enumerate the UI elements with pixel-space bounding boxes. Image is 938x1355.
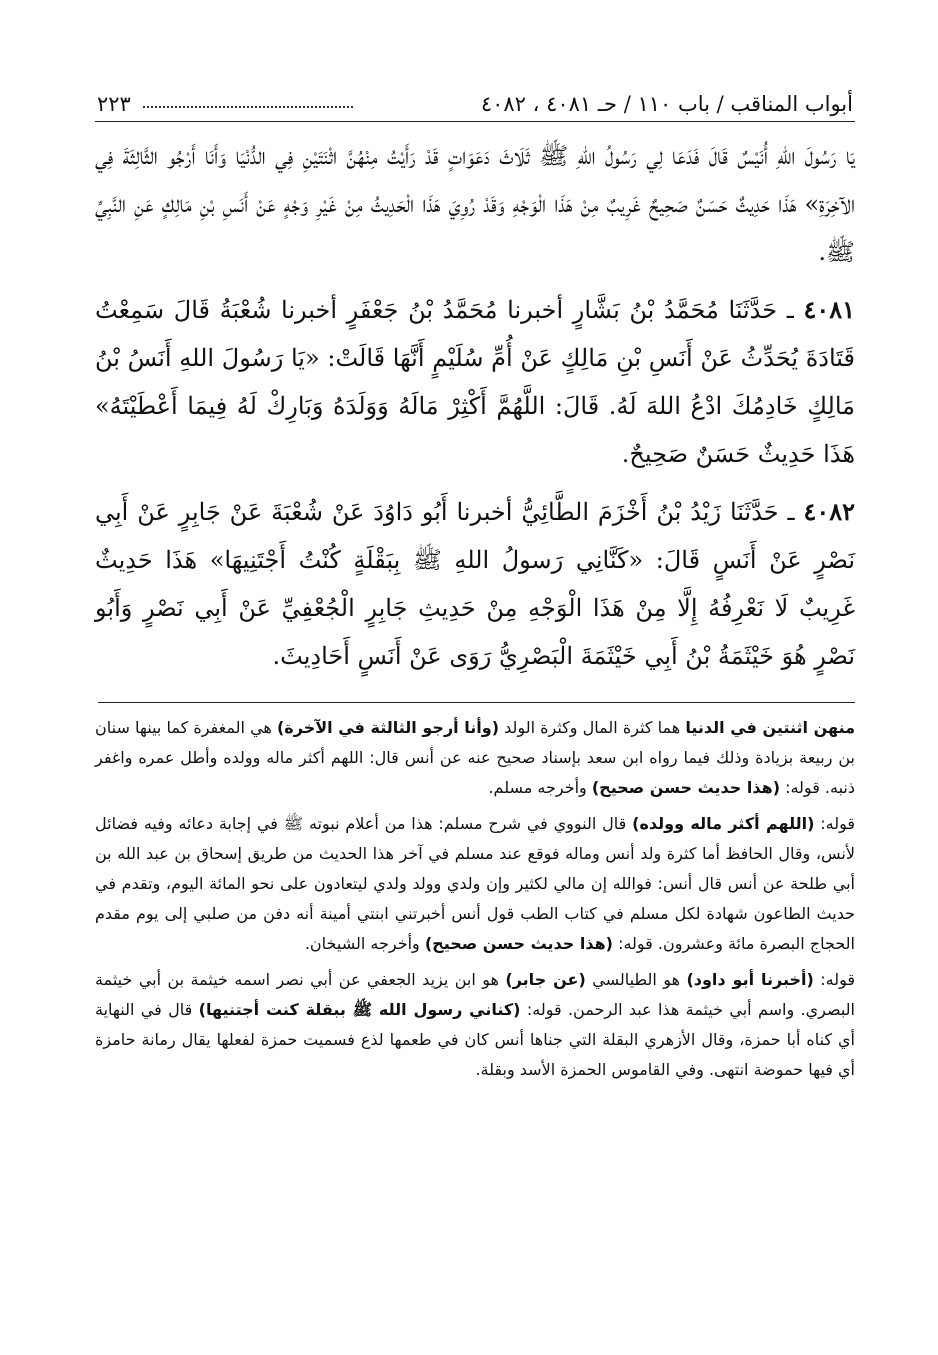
note-text: هو ابن يزيد الجعفي عن أبي نصر اسمه خيثمة بن أبي خيثمة البصري. واسم أبي خيثمة هذا عبد الرحمن. قوله: xyxy=(95,970,855,1019)
note-lemma: منهن اثنتين في الدنيا xyxy=(685,718,856,737)
footnote-divider xyxy=(98,702,855,703)
note-text: قوله: xyxy=(813,970,856,989)
note-text: قال النووي في شرح مسلم: هذا من أعلام نبوته ﷺ في إجابة دعائه وفيه فضائل لأنس، وقال الحافظ أما كثرة ولد أنس وماله فوقع عند مسلم في آخر هذا الحديث من طريق إسحاق بن عبد الله بن أبي طلحة عن أنس قال أنس: فوالله إن مالي لكثير وإن ولدي وولد ولدي ليتعادون على نحو المائة اليوم، وتقدم في حديث الطاعون شهادة لكل مسلم في كتاب الطب قول أنس أخبرتني ابنتي أمينة أنه دفن من صلبي إلى يوم مقدم الحجاج البصرة مائة وعشرون. قوله: xyxy=(95,814,855,953)
main-text xyxy=(95,122,855,680)
note-lemma: (هذا حديث حسن صحيح) xyxy=(424,934,613,953)
hadith-text: ـ حَدَّثَنَا زَيْدُ بْنُ أَخْزَمَ الطَّائِيُّ أخبرنا أَبُو دَاوُدَ عَنْ شُعْبَةَ عَنْ جَابِرٍ عَنْ أَبِي نَصْرٍ عَنْ أَنَسٍ قَالَ: «كَنَّانِي رَسولُ اللهِ ﷺ بِبَقْلَةٍ كُنْتُ أَجْتَنِيهَا» هَذَا حَدِيثٌ غَرِيبٌ لَا نَعْرِفُهُ إِلَّا مِنْ هَذَا الْوَجْهِ مِنْ حَدِيثِ جَابِرٍ الْجُعْفِيِّ عَنْ أَبِي نَصْرٍ وَأَبُو نَصْرٍ هُوَ خَيْثَمَةُ بْنُ أَبِي خَيْثَمَةَ الْبَصْرِيُّ رَوَى عَنْ أَنَسٍ أَحَادِيثَ. xyxy=(95,498,855,670)
document-page xyxy=(95,88,855,1328)
hadith-text: ـ حَدَّثَنَا مُحَمَّدُ بْنُ بَشَّارٍ أخبرنا مُحَمَّدُ بْنُ جَعْفَرٍ أخبرنا شُعْبَةُ قَالَ سَمِعْتُ قَتَادَةَ يُحَدِّثُ عَنْ أَنَسِ بْنِ مَالِكٍ عَنْ أُمِّ سُلَيْمٍ أَنَّهَا قَالَتْ: «يَا رَسُولَ اللهِ أَنَسُ بْنُ مَالِكٍ خَادِمُكَ ادْعُ اللهَ لَهُ. قَالَ: اللَّهُمَّ أَكْثِرْ مَالَهُ وَوَلَدَهُ وَبَارِكْ لَهُ فِيمَا أَعْطَيْتَهُ» هَذَا حَدِيثٌ حَسَنٌ صَحِيحٌ. xyxy=(95,296,855,468)
header-page-group xyxy=(97,90,353,118)
note-text: وأخرجه مسلم. xyxy=(488,778,592,797)
note-paragraph xyxy=(95,809,855,959)
hadith-4081 xyxy=(95,286,855,478)
hadith-4082 xyxy=(95,488,855,680)
note-paragraph xyxy=(95,713,855,803)
note-lemma: (أخبرنا أبو داود) xyxy=(686,970,814,989)
note-text: قوله: xyxy=(814,814,856,833)
note-text: وأخرجه الشيخان. xyxy=(304,934,425,953)
note-text: قال في النهاية أي كناه أبا حمزة، وقال الأزهري البقلة التي جناها أنس كان في طعمها لذع فسميت حمزة لفعلها يقال رمانة حامزة أي فيها حموضة انتهى. وفي القاموس الحمزة الأسد وبقلة. xyxy=(95,1000,855,1079)
note-lemma: (وأنا أرجو الثالثة في الآخرة) xyxy=(276,718,500,737)
running-header xyxy=(95,88,855,122)
hadith-number: ٤٠٨٢ xyxy=(803,497,855,526)
note-paragraph xyxy=(95,965,855,1085)
note-text: هو الطيالسي xyxy=(585,970,687,989)
note-text: هي المغفرة كما بينها سنان بن ربيعة بزيادة وذلك فيما رواه ابن سعد بإسناد صحيح عنه عن أنس قال: اللهم أكثر ماله وولده وأطل عمره واغفر ذنبه. قوله: xyxy=(95,718,855,797)
note-lemma: (اللهم أكثر ماله وولده) xyxy=(632,814,815,833)
note-text: هما كثرة المال وكثرة الولد xyxy=(499,718,686,737)
commentary-notes xyxy=(95,713,855,1085)
note-lemma: (كناني رسول الله ﷺ ببقلة كنت أجتنيها) xyxy=(198,1000,521,1019)
note-lemma: (عن جابر) xyxy=(505,970,586,989)
header-section-title: أبواب المناقب / باب ١١٠ / حـ ٤٠٨١ ، ٤٠٨٢ xyxy=(480,91,853,116)
hadith-continuation: يَا رَسُولَ اللهِ أُنَيْسٌ قَالَ فَدَعَا لِي رَسُولُ اللهِ ﷺ ثَلَاثَ دَعَوَاتٍ قَدْ رَأَيْتُ مِنْهُنَّ اثْنَتَيْنِ فِي الدُّنْيَا وَأَنَا أَرْجُو الثَّالِثَةَ فِي الآخِرَةِ» هَذَا حَدِيثٌ حَسَنٌ صَحِيحٌ غَرِيبٌ مِنْ هَذَا الْوَجْهِ وَقَدْ رُوِيَ هَذَا الْحَدِيثُ مِنْ غَيْرِ وَجْهٍ عَنْ أَنَسِ بْنِ مَالِكٍ عَنِ النَّبِيِّ ﷺ. xyxy=(95,142,855,266)
hadith-number: ٤٠٨١ xyxy=(803,295,855,324)
header-leader-dots xyxy=(143,106,353,108)
note-lemma: (هذا حديث حسن صحيح) xyxy=(591,778,780,797)
page-number: ٢٢٣ xyxy=(97,91,131,116)
